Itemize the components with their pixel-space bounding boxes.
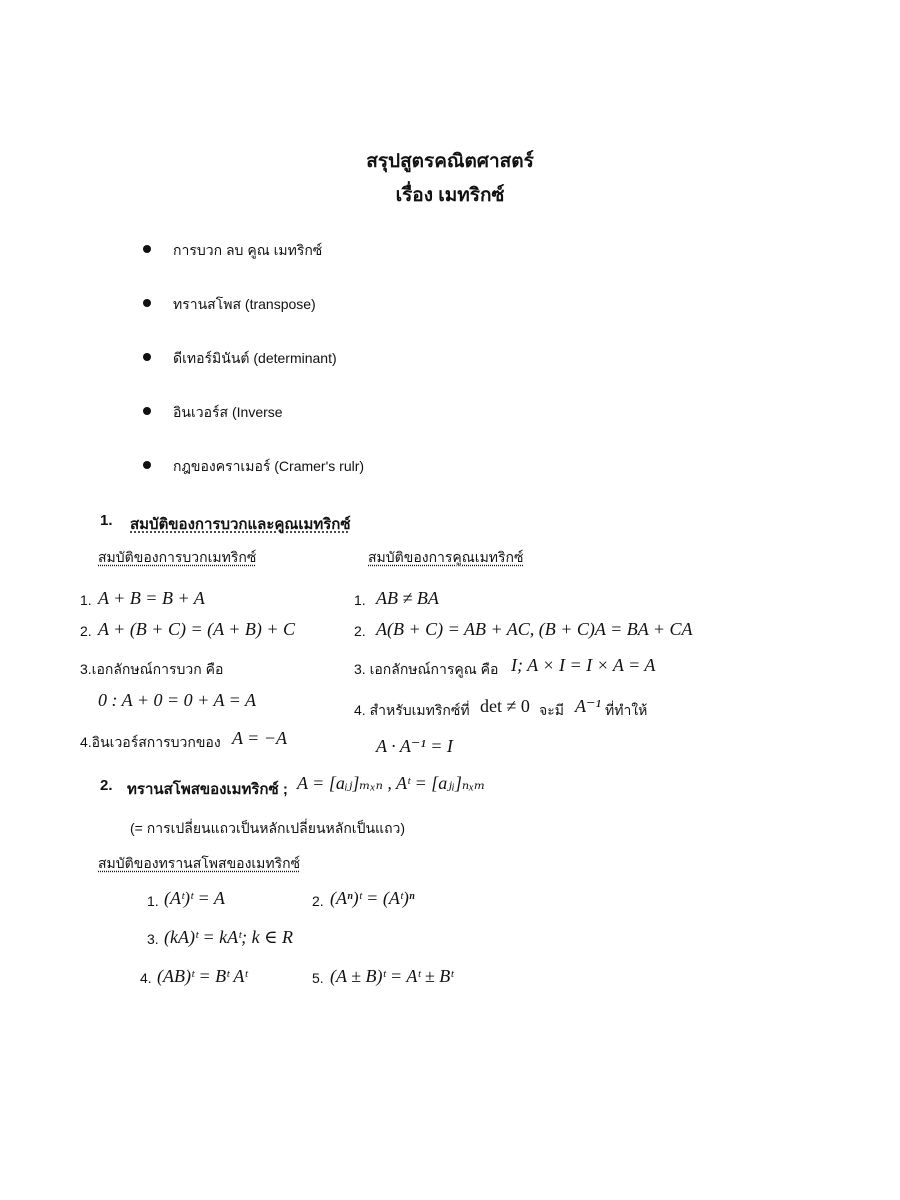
transpose-prop-1-formula: (Aᵗ)ᵗ = A (164, 888, 225, 908)
topic-item: ดีเทอร์มินันต์ (determinant) (173, 350, 337, 366)
mul-prop-2-number: 2. (354, 623, 366, 639)
bullet-icon (143, 245, 151, 253)
mul-prop-3-formula: I; A × I = I × A = A (511, 655, 656, 675)
bullet-icon (143, 461, 151, 469)
mul-prop-1-formula: AB ≠ BA (376, 588, 439, 608)
addition-properties-heading: สมบัติของการบวกเมทริกซ์ (98, 549, 257, 565)
page-title: สรุปสูตรคณิตศาสตร์ (366, 151, 534, 172)
transpose-prop-5-formula: (A ± B)ᵗ = Aᵗ ± Bᵗ (330, 966, 454, 986)
mul-prop-4-inverse: A⁻¹ (575, 696, 601, 716)
section1-heading: สมบัติของการบวกและคูณเมทริกซ์ (130, 516, 351, 533)
transpose-prop-4-number: 4. (140, 970, 152, 986)
bullet-icon (143, 353, 151, 361)
transpose-prop-1-number: 1. (147, 893, 159, 909)
page-subtitle: เรื่อง เมทริกซ์ (395, 185, 505, 206)
add-prop-4-text: 4.อินเวอร์สการบวกของ (80, 734, 221, 750)
add-prop-2-formula: A + (B + C) = (A + B) + C (98, 619, 296, 639)
transpose-prop-2-number: 2. (312, 893, 324, 909)
add-prop-1-formula: A + B = B + A (98, 588, 205, 608)
mul-prop-1-number: 1. (354, 592, 366, 608)
transpose-prop-3-formula: (kA)ᵗ = kAᵗ; k ∈ R (164, 927, 293, 947)
topic-item: การบวก ลบ คูณ เมทริกซ์ (173, 242, 323, 258)
transpose-prop-2-formula: (Aⁿ)ᵗ = (Aᵗ)ⁿ (330, 888, 415, 908)
transpose-prop-4-formula: (AB)ᵗ = Bᵗ Aᵗ (157, 966, 248, 986)
add-prop-3-text: 3.เอกลักษณ์การบวก คือ (80, 661, 224, 677)
transpose-note: (= การเปลี่ยนแถวเป็นหลักเปลี่ยนหลักเป็นแถว) (130, 820, 406, 836)
section1-number: 1. (100, 512, 113, 529)
mul-prop-4-det-condition: det ≠ 0 (480, 696, 530, 716)
transpose-prop-5-number: 5. (312, 970, 324, 986)
section2-heading: ทรานสโพสของเมทริกซ์ ; (127, 781, 288, 798)
transpose-properties-heading: สมบัติของทรานสโพสของเมทริกซ์ (98, 855, 301, 871)
mul-prop-4-formula: A · A⁻¹ = I (376, 736, 453, 756)
transpose-prop-3-number: 3. (147, 931, 159, 947)
mul-prop-4-text: 4. สำหรับเมทริกซ์ที่ (354, 702, 470, 718)
topic-item: อินเวอร์ส (Inverse (173, 404, 283, 420)
topic-item: ทรานสโพส (transpose) (173, 296, 316, 312)
multiplication-properties-heading: สมบัติของการคูณเมทริกซ์ (368, 549, 524, 565)
mul-prop-3-text: 3. เอกลักษณ์การคูณ คือ (354, 661, 499, 677)
add-prop-4-formula: A = −A (232, 728, 287, 748)
transpose-definition: A = [aᵢⱼ]ₘₓₙ , Aᵗ = [aⱼᵢ]ₙₓₘ (297, 773, 486, 793)
add-prop-3-formula: 0 : A + 0 = 0 + A = A (98, 690, 256, 710)
add-prop-2-number: 2. (80, 623, 92, 639)
bullet-icon (143, 407, 151, 415)
section2-number: 2. (100, 777, 113, 794)
mul-prop-2-formula: A(B + C) = AB + AC, (B + C)A = BA + CA (376, 619, 693, 639)
topic-item: กฎของคราเมอร์ (Cramer's rulr) (173, 458, 365, 474)
mul-prop-4-will-have: จะมี (539, 702, 564, 718)
add-prop-1-number: 1. (80, 592, 92, 608)
mul-prop-4-such-that: ที่ทำให้ (605, 702, 648, 718)
bullet-icon (143, 299, 151, 307)
